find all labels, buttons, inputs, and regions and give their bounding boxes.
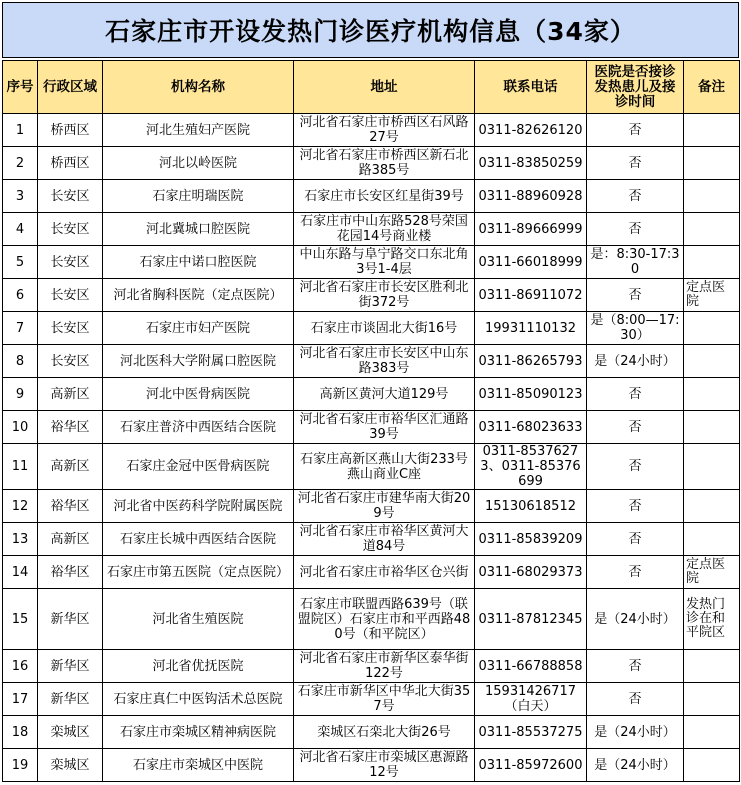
cell-note[interactable] xyxy=(684,147,740,180)
cell-phone[interactable]: 0311-66018999 xyxy=(475,246,587,279)
cell-fever[interactable]: 否 xyxy=(587,683,684,716)
cell-name[interactable]: 石家庄真仁中医钩活术总医院 xyxy=(103,683,294,716)
cell-phone[interactable]: 0311-83850259 xyxy=(475,147,587,180)
cell-note[interactable] xyxy=(684,114,740,147)
cell-name[interactable]: 河北省胸科医院（定点医院） xyxy=(103,279,294,312)
cell-no[interactable]: 18 xyxy=(3,716,38,749)
cell-no[interactable]: 15 xyxy=(3,589,38,650)
table-row xyxy=(3,213,740,246)
cell-note[interactable] xyxy=(684,411,740,444)
table-row xyxy=(3,246,740,279)
cell-fever[interactable]: 否 xyxy=(587,180,684,213)
cell-name[interactable]: 石家庄市妇产医院 xyxy=(103,312,294,345)
cell-name[interactable]: 河北中医骨病医院 xyxy=(103,378,294,411)
cell-fever[interactable]: 否 xyxy=(587,279,684,312)
table-row xyxy=(3,444,740,490)
cell-district[interactable]: 栾城区 xyxy=(38,749,103,782)
cell-no[interactable]: 13 xyxy=(3,523,38,556)
cell-phone[interactable]: 0311-87812345 xyxy=(475,589,587,650)
cell-phone[interactable]: 0311-85537275 xyxy=(475,716,587,749)
cell-fever[interactable]: 是（24小时） xyxy=(587,589,684,650)
cell-address[interactable]: 河北省石家庄市裕华区仓兴街 xyxy=(294,556,475,589)
cell-note[interactable] xyxy=(684,490,740,523)
cell-fever[interactable]: 否 xyxy=(587,490,684,523)
cell-address[interactable]: 石家庄市中山东路528号荣国花园14号商业楼 xyxy=(294,213,475,246)
cell-name[interactable]: 石家庄普济中西医结合医院 xyxy=(103,411,294,444)
table-row xyxy=(3,378,740,411)
cell-address[interactable]: 河北省石家庄市栾城区惠源路12号 xyxy=(294,749,475,782)
cell-no[interactable]: 14 xyxy=(3,556,38,589)
cell-note[interactable] xyxy=(684,444,740,490)
cell-name[interactable]: 石家庄长城中西医结合医院 xyxy=(103,523,294,556)
cell-district[interactable]: 新华区 xyxy=(38,589,103,650)
cell-district[interactable]: 桥西区 xyxy=(38,114,103,147)
header-note[interactable]: 备注 xyxy=(684,61,740,114)
cell-fever[interactable]: 否 xyxy=(587,444,684,490)
cell-fever[interactable]: 是（24小时） xyxy=(587,749,684,782)
table-row xyxy=(3,716,740,749)
cell-district[interactable]: 栾城区 xyxy=(38,716,103,749)
cell-district[interactable]: 新华区 xyxy=(38,650,103,683)
cell-name[interactable]: 石家庄市栾城区精神病医院 xyxy=(103,716,294,749)
cell-no[interactable]: 16 xyxy=(3,650,38,683)
cell-fever[interactable]: 否 xyxy=(587,650,684,683)
cell-district[interactable]: 高新区 xyxy=(38,444,103,490)
cell-district[interactable]: 裕华区 xyxy=(38,411,103,444)
cell-name[interactable]: 河北省中医药科学院附属医院 xyxy=(103,490,294,523)
header-row xyxy=(3,61,740,114)
cell-fever[interactable]: 是：8:30-17:30 xyxy=(587,246,684,279)
cell-district[interactable]: 长安区 xyxy=(38,345,103,378)
cell-address[interactable]: 河北省石家庄市裕华区汇通路39号 xyxy=(294,411,475,444)
cell-address[interactable]: 河北省石家庄市桥西区新石北路385号 xyxy=(294,147,475,180)
cell-no[interactable]: 4 xyxy=(3,213,38,246)
table-row xyxy=(3,523,740,556)
cell-note[interactable] xyxy=(684,345,740,378)
cell-address[interactable]: 河北省石家庄市桥西区石风路27号 xyxy=(294,114,475,147)
cell-name[interactable]: 河北以岭医院 xyxy=(103,147,294,180)
cell-no[interactable]: 11 xyxy=(3,444,38,490)
cell-no[interactable]: 6 xyxy=(3,279,38,312)
header-phone[interactable]: 联系电话 xyxy=(475,61,587,114)
cell-fever[interactable]: 是（24小时） xyxy=(587,345,684,378)
table-row xyxy=(3,749,740,782)
cell-address[interactable]: 石家庄高新区燕山大街233号燕山商业C座 xyxy=(294,444,475,490)
cell-district[interactable]: 长安区 xyxy=(38,279,103,312)
cell-note[interactable] xyxy=(684,378,740,411)
cell-no[interactable]: 1 xyxy=(3,114,38,147)
header-address[interactable]: 地址 xyxy=(294,61,475,114)
cell-note[interactable] xyxy=(684,246,740,279)
cell-name[interactable]: 河北省生殖医院 xyxy=(103,589,294,650)
cell-no[interactable]: 5 xyxy=(3,246,38,279)
cell-address[interactable]: 河北省石家庄市裕华区黄河大道84号 xyxy=(294,523,475,556)
cell-district[interactable]: 长安区 xyxy=(38,312,103,345)
cell-name[interactable]: 石家庄中诺口腔医院 xyxy=(103,246,294,279)
cell-address[interactable]: 石家庄市谈固北大街16号 xyxy=(294,312,475,345)
cell-district[interactable]: 裕华区 xyxy=(38,556,103,589)
header-fever[interactable]: 医院是否接诊发热患儿及接诊时间 xyxy=(587,61,684,114)
cell-district[interactable]: 高新区 xyxy=(38,523,103,556)
cell-phone[interactable]: 0311-88960928 xyxy=(475,180,587,213)
cell-address[interactable]: 石家庄市联盟西路639号（联盟院区）石家庄市和平西路480号（和平院区） xyxy=(294,589,475,650)
table-body xyxy=(3,114,740,782)
cell-phone[interactable]: 15931426717（白天） xyxy=(475,683,587,716)
cell-fever[interactable]: 否 xyxy=(587,213,684,246)
cell-address[interactable]: 河北省石家庄市长安区胜利北街372号 xyxy=(294,279,475,312)
cell-name[interactable]: 河北生殖妇产医院 xyxy=(103,114,294,147)
cell-district[interactable]: 长安区 xyxy=(38,213,103,246)
table-row xyxy=(3,114,740,147)
cell-phone[interactable]: 19931110132 xyxy=(475,312,587,345)
cell-address[interactable]: 河北省石家庄市新华区泰华街122号 xyxy=(294,650,475,683)
cell-no[interactable]: 10 xyxy=(3,411,38,444)
table-row xyxy=(3,490,740,523)
cell-address[interactable]: 中山东路与阜宁路交口东北角3号1-4层 xyxy=(294,246,475,279)
header-no[interactable]: 序号 xyxy=(3,61,38,114)
cell-phone[interactable]: 0311-68023633 xyxy=(475,411,587,444)
cell-fever[interactable]: 是（24小时） xyxy=(587,716,684,749)
table-row xyxy=(3,411,740,444)
table-row xyxy=(3,556,740,589)
cell-phone[interactable]: 0311-85090123 xyxy=(475,378,587,411)
table-row xyxy=(3,683,740,716)
cell-district[interactable]: 长安区 xyxy=(38,180,103,213)
cell-no[interactable]: 7 xyxy=(3,312,38,345)
table-row xyxy=(3,147,740,180)
cell-note[interactable] xyxy=(684,213,740,246)
cell-no[interactable]: 9 xyxy=(3,378,38,411)
table-row xyxy=(3,279,740,312)
header-name[interactable]: 机构名称 xyxy=(103,61,294,114)
cell-no[interactable]: 8 xyxy=(3,345,38,378)
cell-district[interactable]: 长安区 xyxy=(38,246,103,279)
cell-fever[interactable]: 是（8:00—17:30） xyxy=(587,312,684,345)
cell-fever[interactable]: 否 xyxy=(587,556,684,589)
cell-note[interactable] xyxy=(684,716,740,749)
table-row xyxy=(3,345,740,378)
header-district[interactable]: 行政区域 xyxy=(38,61,103,114)
cell-district[interactable]: 桥西区 xyxy=(38,147,103,180)
cell-note[interactable] xyxy=(684,749,740,782)
cell-fever[interactable]: 否 xyxy=(587,114,684,147)
cell-name[interactable]: 石家庄明瑞医院 xyxy=(103,180,294,213)
table-row xyxy=(3,180,740,213)
cell-no[interactable]: 19 xyxy=(3,749,38,782)
cell-note[interactable] xyxy=(684,180,740,213)
cell-name[interactable]: 河北冀城口腔医院 xyxy=(103,213,294,246)
table-row xyxy=(3,312,740,345)
cell-note[interactable] xyxy=(684,683,740,716)
cell-name[interactable]: 石家庄金冠中医骨病医院 xyxy=(103,444,294,490)
cell-phone[interactable]: 0311-66788858 xyxy=(475,650,587,683)
cell-address[interactable]: 河北省石家庄市长安区中山东路383号 xyxy=(294,345,475,378)
cell-fever[interactable]: 否 xyxy=(587,411,684,444)
cell-address[interactable]: 石家庄市长安区红星街39号 xyxy=(294,180,475,213)
cell-address[interactable]: 石家庄市新华区中华北大街357号 xyxy=(294,683,475,716)
cell-phone[interactable]: 0311-85376273、0311-85376699 xyxy=(475,444,587,490)
cell-district[interactable]: 高新区 xyxy=(38,378,103,411)
cell-note[interactable] xyxy=(684,523,740,556)
cell-phone[interactable]: 0311-85839209 xyxy=(475,523,587,556)
cell-phone[interactable]: 0311-89666999 xyxy=(475,213,587,246)
cell-phone[interactable]: 0311-86265793 xyxy=(475,345,587,378)
cell-district[interactable]: 裕华区 xyxy=(38,490,103,523)
sheet-title[interactable]: 石家庄市开设发热门诊医疗机构信息（34家） xyxy=(2,2,739,58)
cell-note[interactable]: 发热门诊在和平院区 xyxy=(684,589,740,650)
cell-no[interactable]: 12 xyxy=(3,490,38,523)
cell-address[interactable]: 高新区黄河大道129号 xyxy=(294,378,475,411)
cell-fever[interactable]: 否 xyxy=(587,147,684,180)
cell-no[interactable]: 3 xyxy=(3,180,38,213)
cell-address[interactable]: 栾城区石栾北大街26号 xyxy=(294,716,475,749)
cell-phone[interactable]: 0311-68029373 xyxy=(475,556,587,589)
cell-name[interactable]: 石家庄市第五医院（定点医院） xyxy=(103,556,294,589)
cell-name[interactable]: 河北医科大学附属口腔医院 xyxy=(103,345,294,378)
cell-no[interactable]: 17 xyxy=(3,683,38,716)
cell-fever[interactable]: 否 xyxy=(587,523,684,556)
cell-address[interactable]: 河北省石家庄市建华南大街209号 xyxy=(294,490,475,523)
table-row xyxy=(3,589,740,650)
cell-fever[interactable]: 否 xyxy=(587,378,684,411)
cell-phone[interactable]: 0311-85972600 xyxy=(475,749,587,782)
table-row xyxy=(3,650,740,683)
cell-phone[interactable]: 15130618512 xyxy=(475,490,587,523)
cell-note[interactable] xyxy=(684,312,740,345)
cell-phone[interactable]: 0311-82626120 xyxy=(475,114,587,147)
cell-name[interactable]: 石家庄市栾城区中医院 xyxy=(103,749,294,782)
cell-district[interactable]: 新华区 xyxy=(38,683,103,716)
cell-name[interactable]: 河北省优抚医院 xyxy=(103,650,294,683)
cell-note[interactable]: 定点医院 xyxy=(684,556,740,589)
cell-phone[interactable]: 0311-86911072 xyxy=(475,279,587,312)
cell-note[interactable] xyxy=(684,650,740,683)
cell-note[interactable]: 定点医院 xyxy=(684,279,740,312)
cell-no[interactable]: 2 xyxy=(3,147,38,180)
hospital-table xyxy=(2,60,740,782)
